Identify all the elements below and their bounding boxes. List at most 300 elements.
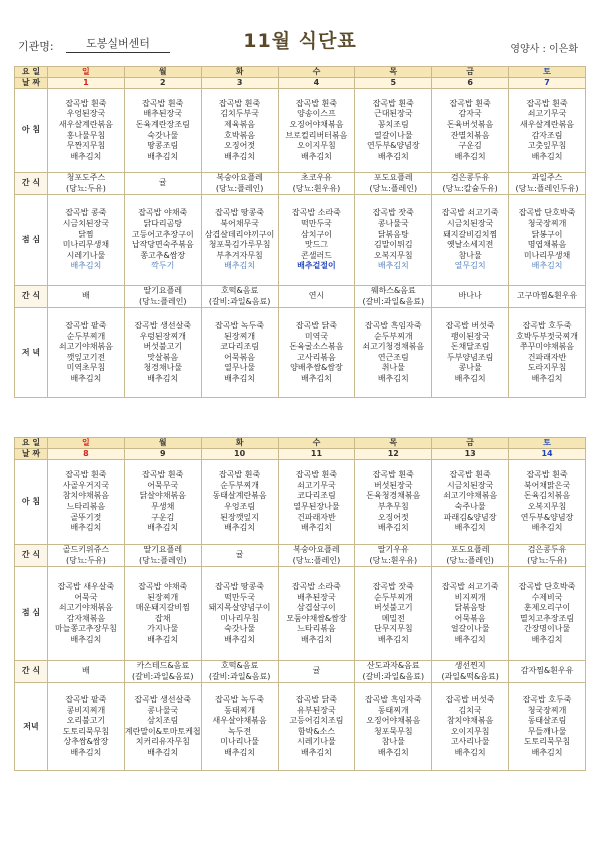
menu-item: 콘샐러드	[300, 250, 332, 260]
dinner-cell	[201, 308, 278, 398]
snack-item: 귤	[312, 666, 321, 676]
menu-item: 배추김치	[147, 374, 179, 384]
breakfast-cell	[355, 89, 432, 173]
menu-item: 코다리조림	[297, 491, 336, 501]
menu-item: 시금치된장국	[62, 219, 110, 228]
menu-item: 닭살야채볶음	[139, 491, 186, 501]
menu-item: 김치두부국	[220, 109, 259, 119]
menu-item: 돈육계란장조림	[135, 119, 190, 129]
snack-item: (당뇨:플레인)	[215, 183, 264, 193]
menu-item: 참나물	[458, 250, 482, 260]
menu-item: 잡곡밥 흰죽	[219, 470, 261, 480]
dinner-cell	[124, 683, 201, 771]
menu-item: 배추겉절이	[297, 261, 336, 271]
menu-item: 부추무침	[377, 502, 409, 511]
menu-item: 미나리무생채	[62, 240, 110, 250]
menu-item: 배추김치	[147, 748, 179, 758]
menu-item: 배추김치	[377, 261, 409, 271]
menu-item: 잡곡밥 땅콩죽	[215, 581, 265, 591]
menu-item: 콩나물국	[377, 219, 409, 228]
menu-item: 꽁치조림	[377, 119, 409, 129]
dinner-row	[15, 308, 586, 398]
date-cell: 1	[48, 78, 125, 89]
menu-item: 배추김치	[224, 523, 256, 533]
lunch-cell	[48, 567, 125, 661]
snack-item: 포도요플레	[450, 545, 490, 554]
menu-item: 무생채	[151, 502, 175, 511]
menu-item: 참나물	[381, 737, 405, 747]
lunch-row	[15, 567, 586, 661]
menu-item: 도토리묵무침	[62, 726, 110, 736]
snack-item: 고구마찜&흰우유	[516, 291, 578, 301]
snack-item: (당뇨:두유)	[65, 183, 106, 193]
menu-item: 닭다리곰탕	[143, 219, 183, 228]
menu-item: 고춧잎무침	[527, 141, 567, 151]
breakfast-cell	[124, 460, 201, 545]
menu-item: 삼겹살데리야끼구이	[204, 229, 275, 239]
menu-item: 닭찜	[78, 229, 94, 239]
menu-item: 수제비국	[531, 592, 563, 602]
menu-item: 감자국	[458, 109, 482, 119]
menu-item: 홍나물무침	[66, 130, 106, 140]
snack2-cell	[509, 661, 586, 683]
menu-item: 배추김치	[300, 374, 332, 384]
snack-item: 딸기요플레	[143, 286, 183, 296]
menu-item: 동태살조림	[527, 716, 567, 726]
menu-item: 배추김치	[531, 748, 563, 758]
menu-item: 된장깻잎지	[220, 512, 259, 522]
menu-item: 건파래자반	[297, 512, 336, 522]
lunch-cell	[124, 195, 201, 286]
menu-item: 잡곡밥 흰죽	[449, 470, 491, 480]
row-label-date: 날 짜	[15, 449, 48, 460]
menu-item: 비지찌개	[454, 592, 486, 602]
menu-item: 우렁된장찌개	[139, 331, 186, 341]
snack1-cell	[48, 173, 125, 195]
menu-item: 삼치조림	[147, 716, 179, 726]
day-cell: 목	[355, 438, 432, 449]
menu-item: 돈육김치볶음	[523, 491, 571, 501]
snack2-cell	[201, 286, 278, 308]
day-cell: 토	[509, 67, 586, 78]
lunch-cell	[201, 195, 278, 286]
menu-item: 잡곡밥 팥죽	[65, 695, 107, 705]
row-label-day: 요 일	[15, 67, 48, 78]
row-label-snack2: 간 식	[15, 661, 48, 683]
menu-item: 연두부&양념장	[366, 141, 420, 151]
menu-item: 옛날소세지전	[446, 240, 494, 250]
snack-item: (당뇨:흰우유)	[369, 555, 418, 565]
menu-item: 사골우거지국	[62, 480, 110, 490]
menu-item: 계란말이&토마토케첩	[124, 726, 201, 736]
menu-item: 돈육굴소스볶음	[289, 342, 344, 352]
menu-item: 오복지무침	[373, 250, 413, 260]
snack1-cell	[432, 173, 509, 195]
dinner-cell	[201, 683, 278, 771]
menu-item: 코다리조림	[220, 342, 259, 352]
menu-item: 호박볶음	[224, 130, 256, 140]
menu-item: 열무나물	[224, 363, 256, 373]
breakfast-cell	[509, 460, 586, 545]
menu-item: 훈제오리구이	[523, 603, 571, 613]
menu-item: 브로컬리버터볶음	[285, 130, 348, 140]
menu-item: 열갈이나물	[373, 130, 413, 140]
menu-item: 잡곡밥 흰죽	[65, 98, 107, 108]
menu-item: 떡만두국	[300, 219, 332, 228]
menu-item: 돈채달조림	[450, 342, 490, 352]
lunch-row	[15, 195, 586, 286]
menu-item: 잡곡밥 야채죽	[138, 208, 188, 218]
breakfast-cell	[48, 89, 125, 173]
menu-item: 청포묵김가루무침	[208, 240, 271, 250]
breakfast-cell	[278, 460, 355, 545]
menu-item: 잡곡밥 녹두죽	[215, 321, 265, 331]
dietitian: 영양사 : 이은화	[510, 44, 578, 55]
snack-item: 연시	[308, 291, 325, 301]
menu-item: 녹두전	[228, 726, 252, 736]
dinner-cell	[355, 683, 432, 771]
menu-item: 동태찌개	[377, 705, 409, 715]
menu-item: 새우살계란볶음	[58, 119, 113, 129]
snack2-cell	[278, 661, 355, 683]
snack-item: 바나나	[458, 291, 482, 301]
menu-item: 가지나물	[147, 624, 179, 634]
day-cell: 수	[278, 67, 355, 78]
menu-item: 팽이된장국	[450, 331, 490, 341]
menu-item: 동태찌개	[224, 705, 256, 715]
menu-item: 오징어젓	[224, 141, 256, 151]
menu-item: 배추김치	[377, 634, 409, 644]
menu-item: 우엉된장국	[66, 109, 106, 119]
menu-item: 된장찌개	[147, 592, 179, 602]
menu-item: 배추김치	[531, 261, 563, 271]
snack-item: 딸기요플레	[143, 545, 183, 554]
menu-item: 배추김치	[454, 523, 486, 533]
menu-item: 납작당면숙주볶음	[131, 240, 194, 250]
menu-item: 멸치고추장조림	[519, 613, 575, 623]
snack-item: 복숭아요플레	[293, 545, 340, 554]
menu-item: 어묵볶음	[454, 613, 486, 623]
menu-item: 배추김치	[147, 151, 179, 161]
menu-item: 마늘쫑고추장무침	[55, 624, 117, 634]
menu-item: 잡곡밥 흰죽	[526, 98, 568, 108]
snack-item: (갈비:과일&음료)	[131, 671, 194, 681]
menu-item: 북어채무국	[220, 219, 259, 228]
menu-item: 깻잎고기전	[66, 352, 106, 362]
menu-item: 삼겹살구이	[297, 603, 336, 613]
menu-item: 쫑고추&쌈장	[140, 250, 186, 260]
menu-item: 배추김치	[454, 374, 486, 384]
menu-item: 잡곡밥 호두죽	[522, 695, 572, 705]
snack-item: 배	[82, 666, 90, 676]
day-cell: 일	[48, 67, 125, 78]
lunch-cell	[201, 567, 278, 661]
menu-item: 어묵무국	[147, 480, 179, 490]
menu-item: 쇠고기무국	[527, 109, 567, 119]
menu-item: 시레기나물	[66, 250, 106, 260]
menu-item: 잡채	[155, 613, 171, 623]
snack2-cell	[355, 661, 432, 683]
snack-item: (갈비:과일&음료)	[208, 671, 271, 681]
menu-item: 잡곡밥 흰죽	[142, 470, 184, 480]
snack-item: 딸기우유	[377, 545, 409, 554]
menu-item: 배추된장국	[143, 109, 183, 119]
lunch-cell	[124, 567, 201, 661]
snack-item: 배	[82, 291, 90, 301]
date-cell: 13	[432, 449, 509, 460]
date-cell: 5	[355, 78, 432, 89]
menu-item: 배추김치	[70, 151, 102, 161]
lunch-cell	[278, 567, 355, 661]
menu-item: 호박두부젓국찌개	[516, 331, 578, 341]
menu-item: 콩나물	[458, 363, 482, 373]
snack2-cell	[124, 661, 201, 683]
menu-item: 배추김치	[224, 374, 256, 384]
lunch-cell	[509, 195, 586, 286]
menu-item: 배추김치	[224, 151, 256, 161]
snack-item: (당뇨:두유)	[65, 555, 106, 565]
menu-item: 북어채맑은국	[523, 480, 571, 490]
menu-item: 배추김치	[377, 374, 409, 384]
row-label-snack1: 간 식	[15, 545, 48, 567]
menu-item: 오징어야채볶음	[289, 119, 344, 129]
menu-item: 느타리볶음	[66, 502, 106, 511]
menu-item: 오징어야채볶음	[366, 716, 421, 726]
header	[0, 0, 600, 64]
menu-item: 잡곡밥 쇠고기죽	[441, 208, 499, 218]
row-label-lunch: 점 심	[15, 567, 48, 661]
day-cell: 화	[201, 67, 278, 78]
menu-item: 된장찌개	[224, 331, 256, 341]
row-label-breakfast: 아 침	[15, 460, 48, 545]
day-row	[15, 438, 586, 449]
menu-item: 도토리묵무침	[523, 737, 571, 747]
menu-item: 배추김치	[454, 748, 486, 758]
lunch-cell	[432, 195, 509, 286]
menu-item: 연두부&양념장	[520, 512, 574, 522]
menu-item: 잡곡밥 쇠고기죽	[441, 581, 499, 591]
menu-item: 청국장찌개	[527, 705, 567, 715]
menu-item: 매운돼지갈비찜	[135, 603, 190, 613]
snack1-cell	[201, 173, 278, 195]
menu-item: 잡곡밥 팥죽	[65, 321, 107, 331]
snack-item: 웨하스&음료	[370, 286, 416, 296]
breakfast-cell	[201, 460, 278, 545]
menu-item: 버섯된장국	[373, 480, 413, 490]
menu-item: 배추김치	[224, 261, 256, 271]
menu-item: 청국장찌개	[527, 219, 567, 228]
snack2-cell	[48, 286, 125, 308]
snack-item: 감자찜&흰우유	[520, 666, 574, 676]
date-cell: 8	[48, 449, 125, 460]
snack2-row	[15, 286, 586, 308]
snack-item: (당뇨:칼슘두유)	[442, 183, 498, 193]
breakfast-cell	[432, 89, 509, 173]
menu-item: 미나리나물	[220, 737, 259, 747]
menu-item: 쇠고기야채볶음	[58, 342, 113, 352]
breakfast-row	[15, 460, 586, 545]
menu-item: 돼지갈비김치찜	[443, 229, 498, 239]
menu-item: 양배추쌈&쌈장	[290, 363, 343, 373]
menu-item: 버섯불고기	[373, 603, 413, 613]
menu-item: 배추김치	[300, 151, 332, 161]
menu-item: 새우살야채볶음	[212, 716, 267, 726]
menu-item: 잡곡밥 야채죽	[138, 581, 188, 591]
menu-item: 청경채나물	[143, 363, 183, 373]
snack-item: (당뇨:플레인)	[369, 183, 418, 193]
menu-item: 유부된장국	[297, 705, 336, 715]
menu-item: 김말이튀김	[373, 240, 413, 250]
dinner-row	[15, 683, 586, 771]
snack1-cell	[509, 173, 586, 195]
menu-item: 잡곡밥 흰죽	[449, 98, 491, 108]
day-cell: 목	[355, 67, 432, 78]
row-label-day: 요 일	[15, 438, 48, 449]
snack2-cell	[278, 286, 355, 308]
menu-item: 숙주나물	[454, 502, 486, 511]
snack-item: (갈비:과일&음료)	[208, 296, 271, 306]
snack1-cell	[509, 545, 586, 567]
day-cell: 수	[278, 438, 355, 449]
lunch-cell	[509, 567, 586, 661]
date-row	[15, 78, 586, 89]
menu-item: 고등어김치조림	[289, 716, 344, 726]
menu-item: 구운김	[458, 141, 482, 151]
menu-item: 간장명이나물	[523, 624, 571, 634]
menu-item: 잡곡밥 흰죽	[142, 98, 184, 108]
snack2-row	[15, 661, 586, 683]
menu-item: 맛살볶음	[147, 352, 179, 362]
lunch-cell	[48, 195, 125, 286]
lunch-cell	[355, 195, 432, 286]
menu-item: 숙갓나물	[224, 624, 256, 634]
snack1-cell	[355, 545, 432, 567]
snack-item: (당뇨:플레인)	[446, 555, 494, 565]
menu-item: 배추김치	[300, 748, 332, 758]
snack-item: 복숭아요플레	[216, 173, 263, 182]
menu-item: 메밀전	[381, 613, 405, 623]
date-cell: 3	[201, 78, 278, 89]
menu-item: 잡곡밥 생선살죽	[134, 321, 192, 331]
snack1-cell	[355, 173, 432, 195]
menu-item: 배추김치	[70, 634, 102, 644]
menu-item: 숙갓나물	[147, 130, 179, 140]
date-cell: 4	[278, 78, 355, 89]
menu-item: 배추김치	[300, 523, 332, 533]
dinner-cell	[509, 683, 586, 771]
date-cell: 7	[509, 78, 586, 89]
dinner-cell	[48, 308, 125, 398]
menu-item: 배추김치	[70, 748, 102, 758]
dinner-cell	[48, 683, 125, 771]
breakfast-cell	[124, 89, 201, 173]
row-label-snack2: 간 식	[15, 286, 48, 308]
breakfast-cell	[509, 89, 586, 173]
snack-item: 카스테드&음료	[136, 661, 190, 671]
dinner-cell	[432, 683, 509, 771]
lunch-cell	[278, 195, 355, 286]
menu-item: 배추김치	[147, 523, 179, 533]
snack2-cell	[509, 286, 586, 308]
menu-item: 잡곡밥 흰죽	[526, 470, 568, 480]
menu-item: 배추김치	[300, 634, 332, 644]
date-cell: 12	[355, 449, 432, 460]
menu-item: 시금치된장국	[446, 219, 494, 228]
snack-item: (과일&떡&음료)	[441, 671, 499, 681]
menu-item: 배추김치	[454, 151, 486, 161]
menu-item: 잡곡밥 흰죽	[372, 470, 414, 480]
menu-item: 떡만두국	[224, 592, 256, 602]
menu-item: 배추김치	[531, 151, 563, 161]
menu-item: 미나리무생채	[523, 250, 571, 260]
snack1-cell	[48, 545, 125, 567]
day-cell: 월	[124, 67, 201, 78]
snack1-cell	[124, 545, 201, 567]
menu-item: 배추김치	[531, 634, 563, 644]
menu-item: 쇠고기야채볶음	[58, 603, 113, 613]
menu-item: 파래김&양념장	[443, 512, 497, 522]
week-2-table	[14, 437, 586, 771]
menu-item: 잡곡밥 버섯죽	[445, 321, 495, 331]
menu-item: 잡곡밥 녹두죽	[215, 695, 265, 705]
date-cell: 6	[432, 78, 509, 89]
menu-item: 오복지무침	[527, 502, 567, 511]
snack-item: (갈비:과일&음료)	[362, 296, 425, 306]
menu-item: 건파래자반	[527, 352, 567, 362]
snack-item: 과일주스	[531, 173, 563, 182]
menu-item: 땅콩조림	[147, 141, 179, 151]
menu-item: 제육볶음	[224, 119, 256, 129]
snack-item: 포도요플레	[373, 173, 413, 182]
snack2-cell	[48, 661, 125, 683]
snack2-cell	[124, 286, 201, 308]
menu-item: 배추김치	[70, 261, 102, 271]
day-cell: 화	[201, 438, 278, 449]
menu-item: 잡곡밥 흰죽	[295, 470, 338, 480]
menu-item: 어묵볶음	[224, 352, 256, 362]
page-title: 11월 식단표	[243, 30, 357, 52]
date-cell: 14	[509, 449, 586, 460]
snack1-cell	[432, 545, 509, 567]
week-1-table	[14, 66, 586, 398]
breakfast-cell	[432, 460, 509, 545]
snack-item: 산도과자&음료	[366, 661, 420, 671]
menu-item: 잡곡밥 흰죽	[372, 98, 414, 108]
snack-item: (갈비:과일&음료)	[362, 671, 425, 681]
menu-item: 잡곡밥 잣죽	[372, 208, 414, 218]
dinner-cell	[432, 308, 509, 398]
menu-item: 잡곡밥 닭죽	[295, 695, 338, 705]
menu-item: 배추김치	[224, 748, 256, 758]
menu-item: 얼갈이나물	[450, 624, 490, 634]
menu-item: 배추김치	[70, 374, 102, 384]
menu-item: 느타리볶음	[297, 624, 336, 634]
menu-item: 닭볶음탕	[377, 229, 409, 239]
date-cell: 9	[124, 449, 201, 460]
menu-item: 우엉조림	[224, 502, 256, 511]
menu-item: 잡곡밥 콩죽	[65, 208, 107, 218]
dinner-cell	[355, 308, 432, 398]
snack2-cell	[432, 286, 509, 308]
menu-item: 명엽채볶음	[527, 240, 567, 250]
menu-item: 두부양념조림	[446, 352, 494, 362]
menu-item: 도라지무침	[527, 363, 567, 373]
menu-item: 버섯불고기	[143, 342, 183, 352]
menu-item: 잡곡밥 흑임자죽	[364, 695, 422, 705]
date-row	[15, 449, 586, 460]
menu-item: 잡곡밥 단호박죽	[518, 581, 576, 591]
snack1-cell	[124, 173, 201, 195]
